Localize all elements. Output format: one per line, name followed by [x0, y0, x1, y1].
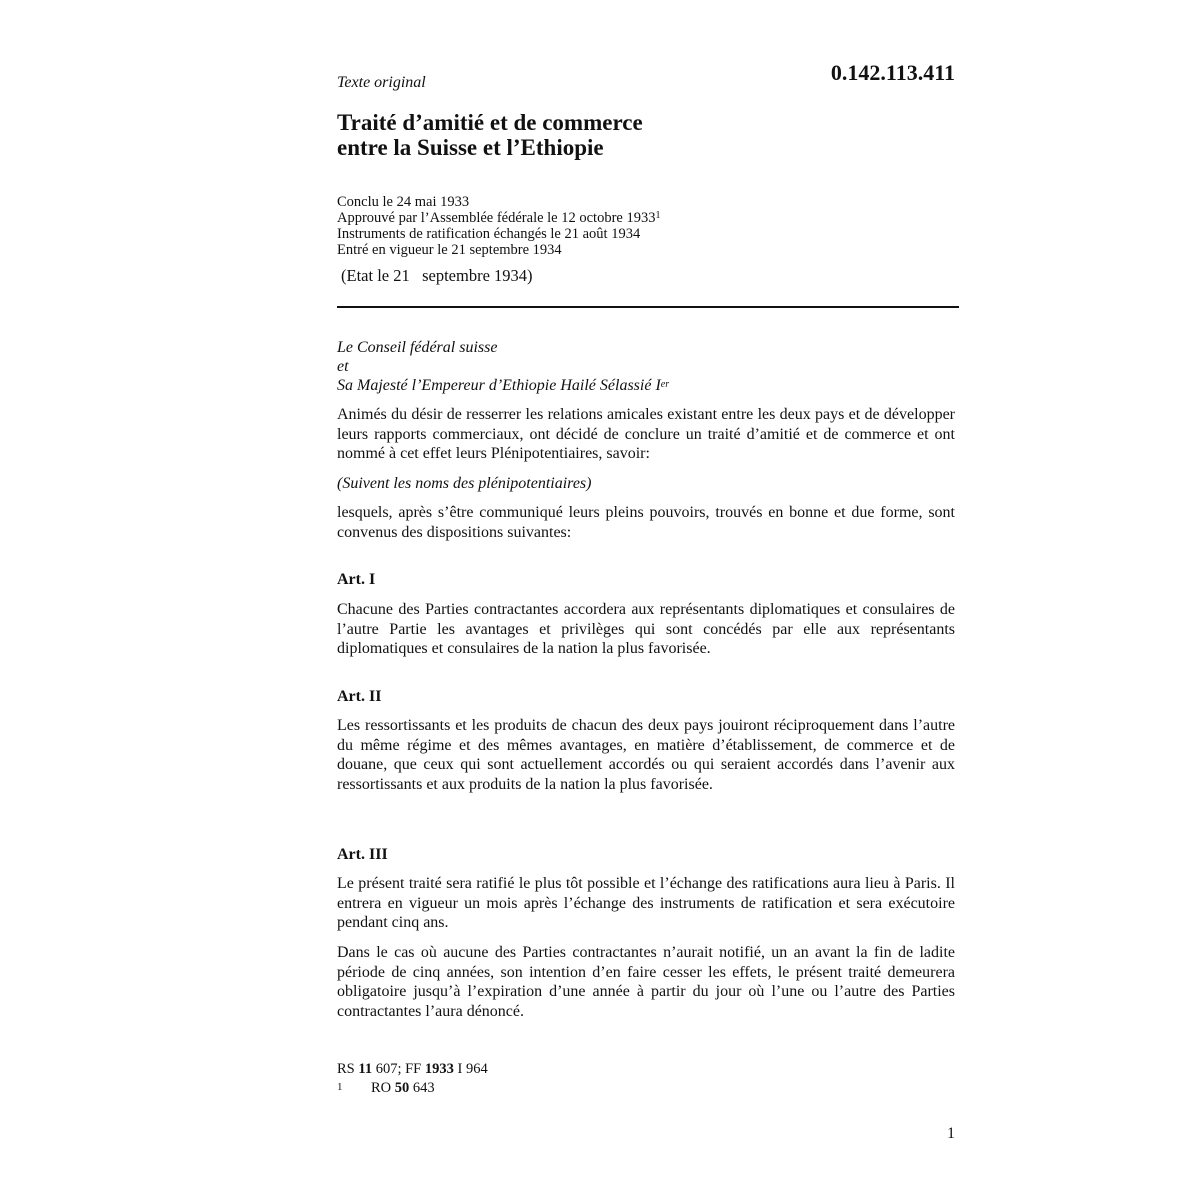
contracting-parties: [337, 338, 669, 395]
party-2-sup: er: [660, 379, 670, 390]
source-reference: [337, 1060, 488, 1079]
footnote-1-mark: 1: [337, 1081, 343, 1093]
etat-date: (Etat le 21 septembre 1934): [341, 266, 533, 285]
article-3-paragraph-2: Dans le cas où aucune des Parties contractantes n’aurait notifié, un an avant la fin de ladite période de cinq années, son intention d’en faire cesser les effets, le présent traité demeurera obligatoire jusqu’à l’expiration d’une année à partir du jour où l’une ou l’autre des Parties contractantes l’aura dénoncé.: [337, 944, 955, 1020]
header-divider: [337, 306, 959, 308]
article-2-paragraph-1: Les ressortissants et les produits de chacun des deux pays jouiront réciproquement dans l’autre du même régime et des mêmes avantages, en matière d’établissement, de commerce et de douane, que ceux qui sont actuellement accordés ou qui seraient accordés dans l’avenir aux ressortissants et aux produits de la nation la plus favorisée.: [337, 717, 955, 793]
article-1-paragraph-1: Chacune des Parties contractantes accordera aux représentants diplomatiques et consulaires de l’autre Partie les avantages et privilèges qui sont concédés par elle aux représentants diplomatiques et consulaires de la nation la plus favorisée.: [337, 601, 955, 657]
footnote-1-prefix: RO: [371, 1080, 395, 1096]
preamble-paragraph-2: (Suivent les noms des plénipotentiaires): [337, 475, 592, 492]
footnote-1-vol: 50: [394, 1080, 410, 1096]
article-3-paragraph-1: Le présent traité sera ratifié le plus tôt possible et l’échange des ratifications aura lieu à Paris. Il entrera en vigueur un mois après l’échange des instruments de ratification et sera exécutoire pendant cinq ans.: [337, 875, 955, 931]
source-ff-year: 1933: [424, 1061, 454, 1077]
preamble-paragraph-3: lesquels, après s’être communiqué leurs pleins pouvoirs, trouvés en bonne et due forme, sont convenus des dispositions suivantes:: [337, 504, 955, 541]
document-title: [337, 110, 643, 160]
title-line-1: Traité d’amitié et de commerce: [337, 110, 643, 135]
title-line-2: entre la Suisse et l’Ethiopie: [337, 135, 604, 160]
party-conjunction: et: [337, 358, 349, 375]
meta-approuve: [337, 210, 660, 226]
footnote-1: [337, 1079, 488, 1098]
footnotes: [337, 1060, 488, 1098]
page-number: 1: [947, 1125, 955, 1142]
meta-entre-vigueur: Entré en vigueur le 21 septembre 1934: [337, 242, 562, 258]
party-2-text: Sa Majesté l’Empereur d’Ethiopie Hailé Sélassié I: [337, 377, 661, 394]
preamble-paragraph-1: Animés du désir de resserrer les relations amicales existant entre les deux pays et de développer leurs rapports commerciaux, ont décidé de conclure un traité d’amitié et de commerce et ont nommé à cet effet leurs Plénipotentiaires, savoir:: [337, 406, 955, 462]
article-2-heading: Art. II: [337, 688, 382, 705]
party-2: [337, 376, 669, 395]
source-rs-prefix: RS: [337, 1061, 359, 1077]
source-rs-vol: 11: [358, 1061, 373, 1077]
source-rs-page: 607; FF: [372, 1061, 425, 1077]
footnote-1-page: 643: [409, 1080, 435, 1096]
party-1: Le Conseil fédéral suisse: [337, 339, 498, 356]
meta-instruments: Instruments de ratification échangés le 21 août 1934: [337, 226, 641, 242]
source-ff-rest: I 964: [453, 1061, 488, 1077]
article-3-heading: Art. III: [337, 846, 388, 863]
meta-approuve-text: Approuvé par l’Assemblée fédérale le 12 octobre 1933: [337, 210, 656, 226]
treaty-metadata: [337, 194, 660, 258]
doc-number: 0.142.113.411: [830, 60, 955, 85]
texte-original-label: Texte original: [337, 74, 426, 91]
footnote-ref-1[interactable]: 1: [655, 210, 661, 221]
meta-conclu: Conclu le 24 mai 1933: [337, 194, 470, 210]
article-1-heading: Art. I: [337, 571, 376, 588]
